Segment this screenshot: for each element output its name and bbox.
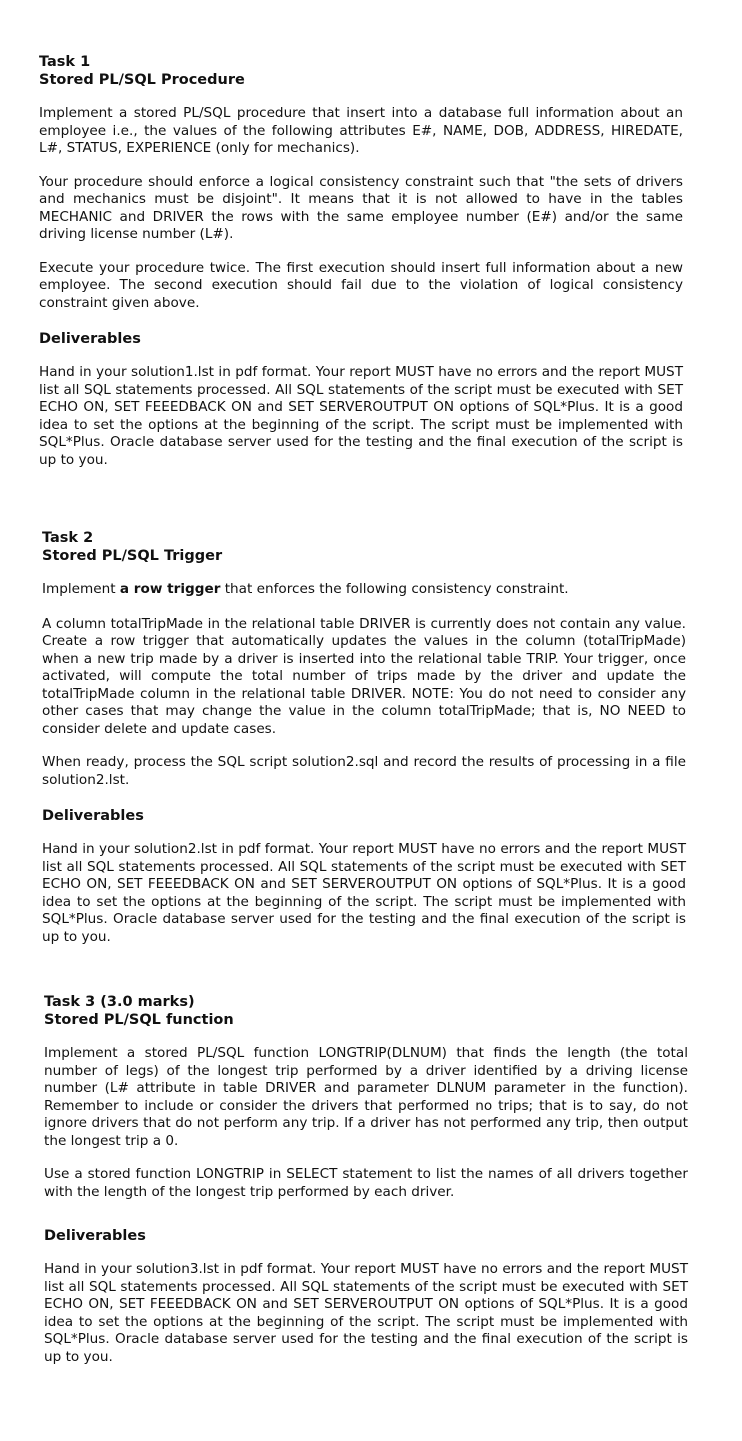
task-3-title: Task 3 (3.0 marks) [44, 994, 195, 1010]
task-1-subtitle: Stored PL/SQL Procedure [39, 72, 245, 88]
task-2-intro-before: Implement [42, 581, 120, 597]
task-3-section [44, 993, 688, 1366]
task-3-paragraph-1: Implement a stored PL/SQL function LONGTRIP(DLNUM) that finds the length (the total number of legs) of the longest trip performed by a driver identified by a driving license number (L# attribute in table DRIVER and parameter DLNUM parameter in the function). Remember to include or consider the drivers that performed no trips; that is to say, do not ignore drivers that do not perform any trip. If a driver has not performed any trip, then output the longest trip a 0. [44, 1045, 688, 1149]
task-1-deliverables-text: Hand in your solution1.lst in pdf format. Your report MUST have no errors and the report MUST list all SQL statements processed. All SQL statements of the script must be executed with SET ECHO ON, SET FEEEDBACK ON and SET SERVEROUTPUT ON options of SQL*Plus. It is a good idea to set the options at the beginning of the script. The script must be implemented with SQL*Plus. Oracle database server used for the testing and the final execution of the script is up to you. [39, 364, 683, 468]
task-2-subtitle: Stored PL/SQL Trigger [42, 548, 223, 564]
task-1-deliverables-heading: Deliverables [39, 331, 141, 347]
task-2-deliverables-heading: Deliverables [42, 808, 144, 824]
task-1-section [39, 53, 683, 469]
task-2-intro-bold: a row trigger [119, 581, 221, 597]
task-2-paragraph-2: When ready, process the SQL script solution2.sql and record the results of processing in a file solution2.lst. [42, 754, 686, 788]
task-1-title: Task 1 [39, 54, 91, 70]
task-3-paragraph-2: Use a stored function LONGTRIP in SELECT statement to list the names of all drivers together with the length of the longest trip performed by each driver. [44, 1166, 688, 1200]
task-2-intro [42, 581, 686, 599]
task-2-title: Task 2 [42, 530, 94, 546]
task-3-deliverables-heading: Deliverables [44, 1228, 146, 1244]
task-3-subtitle: Stored PL/SQL function [44, 1012, 234, 1028]
task-2-intro-after: that enforces the following consistency constraint. [220, 581, 569, 597]
task-1-paragraph-1: Implement a stored PL/SQL procedure that insert into a database full information about an employee i.e., the values of the following attributes E#, NAME, DOB, ADDRESS, HIREDATE, L#, STATUS, EXPERIENCE (only for mechanics). [39, 105, 683, 156]
task-2-paragraph-1: A column totalTripMade in the relational table DRIVER is currently does not contain any value. Create a row trigger that automatically updates the values in the column (totalTripMade) when a new trip made by a driver is inserted into the relational table TRIP. Your trigger, once activated, will compute the total number of trips made by the driver and update the totalTripMade column in the relational table DRIVER. NOTE: You do not need to consider any other cases that may change the value in the column totalTripMade; that is, NO NEED to consider delete and update cases. [42, 615, 686, 737]
task-2-section [42, 529, 686, 946]
task-1-paragraph-2: Your procedure should enforce a logical consistency constraint such that "the sets of drivers and mechanics must be disjoint". It means that it is not allowed to have in the tables MECHANIC and DRIVER the rows with the same employee number (E#) and/or the same driving license number (L#). [39, 173, 683, 242]
task-1-paragraph-3: Execute your procedure twice. The first execution should insert full information about a new employee. The second execution should fail due to the violation of logical consistency constraint given above. [39, 259, 683, 311]
task-2-deliverables-text: Hand in your solution2.lst in pdf format. Your report MUST have no errors and the report MUST list all SQL statements processed. All SQL statements of the script must be executed with SET ECHO ON, SET FEEEDBACK ON and SET SERVEROUTPUT ON options of SQL*Plus. It is a good idea to set the options at the beginning of the script. The script must be implemented with SQL*Plus. Oracle database server used for the testing and the final execution of the script is up to you. [42, 841, 686, 945]
task-3-deliverables-text: Hand in your solution3.lst in pdf format. Your report MUST have no errors and the report MUST list all SQL statements processed. All SQL statements of the script must be executed with SET ECHO ON, SET FEEEDBACK ON and SET SERVEROUTPUT ON options of SQL*Plus. It is a good idea to set the options at the beginning of the script. The script must be implemented with SQL*Plus. Oracle database server used for the testing and the final execution of the script is up to you. [44, 1261, 688, 1365]
